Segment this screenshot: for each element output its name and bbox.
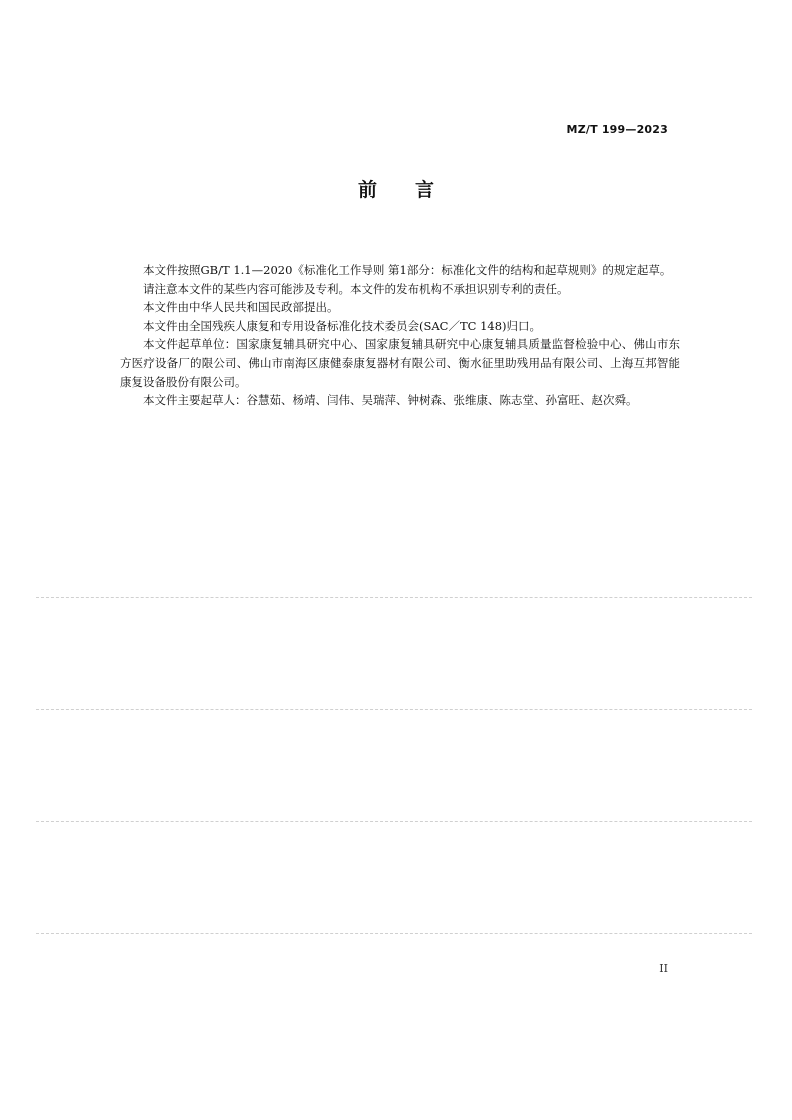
divider-line xyxy=(36,709,752,710)
paragraph-drafters: 本文件主要起草人：谷慧茹、杨靖、闫伟、吴瑞萍、钟树森、张维康、陈志堂、孙富旺、赵次舜。 xyxy=(143,393,638,408)
paragraph-drafting-units: 本文件起草单位：国家康复辅具研究中心、国家康复辅具研究中心康复辅具质量监督检验中心、佛山市东方医疗设备厂的限公司、佛山市南海区康健泰康复器材有限公司、衡水征里助残用品有限公司、上海互邦智能康复设备股份有限公司。 xyxy=(120,337,680,389)
section-title: 前言 xyxy=(357,179,472,201)
divider-line xyxy=(36,821,752,822)
page-number: II xyxy=(659,962,668,975)
standard-code: MZ/T 199—2023 xyxy=(566,123,668,136)
paragraph-drafting-rules: 本文件按照GB/T 1.1—2020《标准化工作导则 第1部分：标准化文件的结构和起草规则》的规定起草。 xyxy=(143,263,672,277)
divider-line xyxy=(36,933,752,934)
paragraph-committee: 本文件由全国残疾人康复和专用设备标准化技术委员会(SAC／TC 148)归口。 xyxy=(143,318,542,333)
paragraph-patent-notice: 请注意本文件的某些内容可能涉及专利。本文件的发布机构不承担识别专利的责任。 xyxy=(143,281,569,296)
foreword-body xyxy=(120,261,680,410)
paragraph-proposer: 本文件由中华人民共和国民政部提出。 xyxy=(143,300,339,315)
divider-line xyxy=(36,597,752,598)
